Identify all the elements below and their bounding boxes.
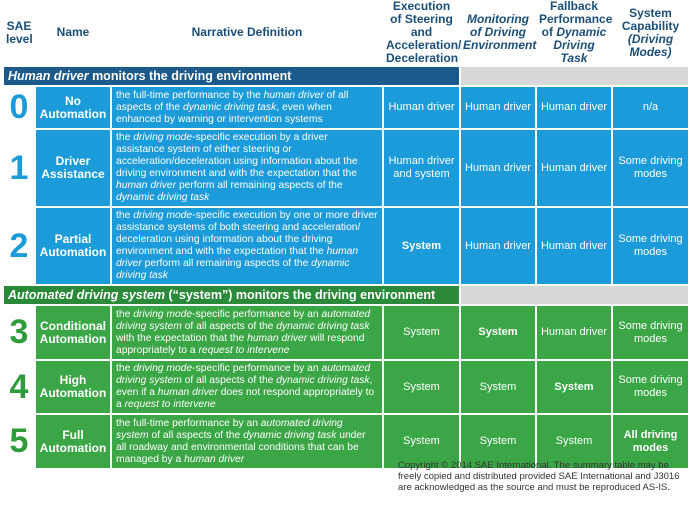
level-monitoring: Human driver [460, 86, 536, 129]
header-fallback-text: Fallback Performance of [539, 0, 613, 39]
section-human-spacer [460, 66, 689, 86]
level-number: 1 [3, 129, 35, 207]
header-name: Name [35, 0, 111, 66]
level-name: Full Automation [35, 414, 111, 469]
level-definition: the driving mode-specific performance by an automated driving system of all aspects of the dynamic driving task, even if a human driver does not respond appropriately to a request to intervene [111, 360, 383, 414]
section-human-rest: monitors the driving environment [88, 69, 292, 83]
level-name: High Automation [35, 360, 111, 414]
level-row [3, 360, 689, 414]
level-number: 0 [3, 86, 35, 129]
level-fallback: Human driver [536, 86, 612, 129]
level-definition: the full-time performance by an automated driving system of all aspects of the dynamic driving task under all roadway and environmental conditions that can be managed by a human driver [111, 414, 383, 469]
level-execution: System [383, 414, 460, 469]
level-capability: Some driving modes [612, 360, 689, 414]
level-execution: System [383, 360, 460, 414]
level-fallback: System [536, 414, 612, 469]
level-name: No Automation [35, 86, 111, 129]
header-row [3, 0, 689, 66]
section-system-lead: Automated driving system [8, 288, 165, 302]
level-fallback: Human driver [536, 207, 612, 285]
header-capability [612, 0, 689, 66]
level-execution: System [383, 207, 460, 285]
level-monitoring: Human driver [460, 129, 536, 207]
level-definition: the driving mode-specific performance by an automated driving system of all aspects of the dynamic driving task with the expectation that the human driver will respond appropriately to a request to intervene [111, 305, 383, 360]
sae-levels-table [2, 0, 690, 470]
header-definition: Narrative Definition [111, 0, 383, 66]
level-execution: Human driver and system [383, 129, 460, 207]
level-capability: All driving modes [612, 414, 689, 469]
header-sae-level: SAE level [3, 0, 35, 66]
level-monitoring: System [460, 305, 536, 360]
header-monitoring: Monitoring of Driving Environment [460, 0, 536, 66]
level-number: 2 [3, 207, 35, 285]
copyright-notice: Copyright © 2014 SAE International. The summary table may be freely copied and distributed provided SAE International and J3016 are acknowledged as the source and must be reproduced AS-IS. [398, 460, 680, 493]
section-system-spacer [460, 285, 689, 305]
level-number: 4 [3, 360, 35, 414]
level-definition: the driving mode-specific execution by one or more driver assistance systems of both steering and acceleration/ deceleration using information about the driving environment and with the expectation that the human driver perform all remaining aspects of the dynamic driving task [111, 207, 383, 285]
level-fallback: Human driver [536, 305, 612, 360]
level-name: Partial Automation [35, 207, 111, 285]
level-capability: n/a [612, 86, 689, 129]
level-fallback: Human driver [536, 129, 612, 207]
section-human [3, 66, 689, 86]
header-fallback-italic: Dynamic Driving Task [553, 25, 607, 65]
section-system-label [3, 285, 460, 305]
level-monitoring: Human driver [460, 207, 536, 285]
level-definition: the driving mode-specific execution by a driver assistance system of either steering or acceleration/deceleration using information about the driving environment and with the expectation that the human driver perform all remaining aspects of the dynamic driving task [111, 129, 383, 207]
level-row [3, 207, 689, 285]
system-levels [3, 305, 689, 469]
level-execution: Human driver [383, 86, 460, 129]
level-name: Conditional Automation [35, 305, 111, 360]
level-capability: Some driving modes [612, 305, 689, 360]
header-capability-text: System Capability [621, 5, 680, 33]
level-row [3, 305, 689, 360]
level-fallback: System [536, 360, 612, 414]
level-definition: the full-time performance by the human driver of all aspects of the dynamic driving task, even when enhanced by warning or intervention systems [111, 86, 383, 129]
level-number: 5 [3, 414, 35, 469]
level-number: 3 [3, 305, 35, 360]
level-capability: Some driving modes [612, 207, 689, 285]
header-execution: Execution of Steering and Acceleration/ Deceleration [383, 0, 460, 66]
level-row [3, 129, 689, 207]
section-human-lead: Human driver [8, 69, 89, 83]
section-system [3, 285, 689, 305]
level-monitoring: System [460, 414, 536, 469]
header-capability-italic: (Driving Modes) [627, 31, 674, 59]
header-fallback [536, 0, 612, 66]
level-execution: System [383, 305, 460, 360]
level-row [3, 86, 689, 129]
human-levels [3, 86, 689, 285]
section-system-rest: (“system”) monitors the driving environment [164, 288, 436, 302]
section-human-label [3, 66, 460, 86]
level-name: Driver Assistance [35, 129, 111, 207]
level-capability: Some driving modes [612, 129, 689, 207]
level-monitoring: System [460, 360, 536, 414]
